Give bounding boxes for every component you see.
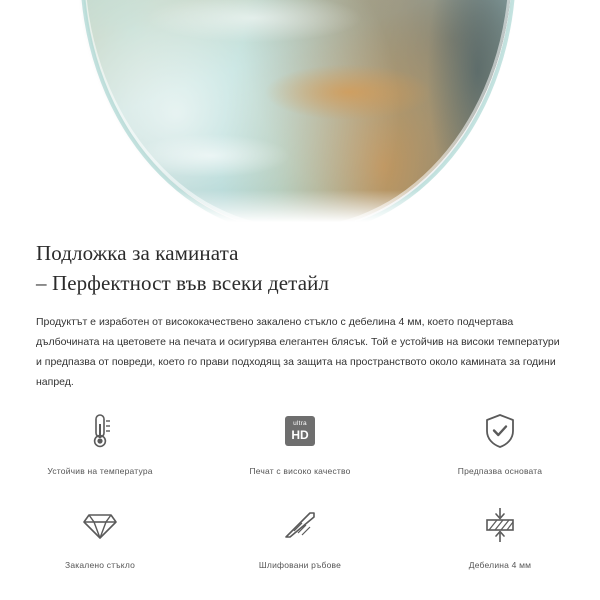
page-title-line-1: Подложка за камината: [36, 241, 239, 265]
feature-high-quality-print: [200, 396, 400, 476]
feature-row-1: [0, 396, 600, 476]
feature-thickness-4mm: [400, 490, 600, 570]
feature-polished-edges: [200, 490, 400, 570]
feature-label: Устойчив на температура: [47, 466, 153, 476]
feature-label: Шлифовани ръбове: [258, 560, 342, 570]
text-content: [0, 228, 600, 392]
thickness-icon: [472, 498, 528, 552]
hero-fade-overlay: [0, 190, 600, 228]
feature-tempered-glass: [0, 490, 200, 570]
hero-image: [0, 0, 600, 228]
feature-label: Дебелина 4 мм: [468, 560, 532, 570]
feature-list: [0, 396, 600, 570]
feature-protects-surface: [400, 396, 600, 476]
thermometer-icon: [72, 404, 128, 458]
feature-label: Предпазва основата: [457, 466, 543, 476]
feature-temperature-resistant: [0, 396, 200, 476]
feature-label: Закалено стъкло: [64, 560, 136, 570]
page-title-line-2: – Перфектност във всеки детайл: [36, 271, 330, 295]
polished-edges-icon: [272, 498, 328, 552]
feature-row-2: [0, 490, 600, 570]
page-title: [0, 228, 600, 298]
feature-label: Печат с високо качество: [249, 466, 351, 476]
product-description-text: Продуктът е изработен от висококачествено закалено стъкло с дебелина 4 мм, което подчертава дълбочината на цветовете на печата и осигурява елегантен блясък. Той е устойчив на високи температури и предпазва от повреди, което го прави подходящ за защита на пространството около камината за години напред.: [36, 316, 560, 388]
ultra-hd-icon: [272, 404, 328, 458]
ultra-hd-badge-top: ultra: [293, 420, 307, 428]
ultra-hd-badge-bottom: HD: [291, 427, 309, 442]
diamond-icon: [72, 498, 128, 552]
shield-check-icon: [472, 404, 528, 458]
